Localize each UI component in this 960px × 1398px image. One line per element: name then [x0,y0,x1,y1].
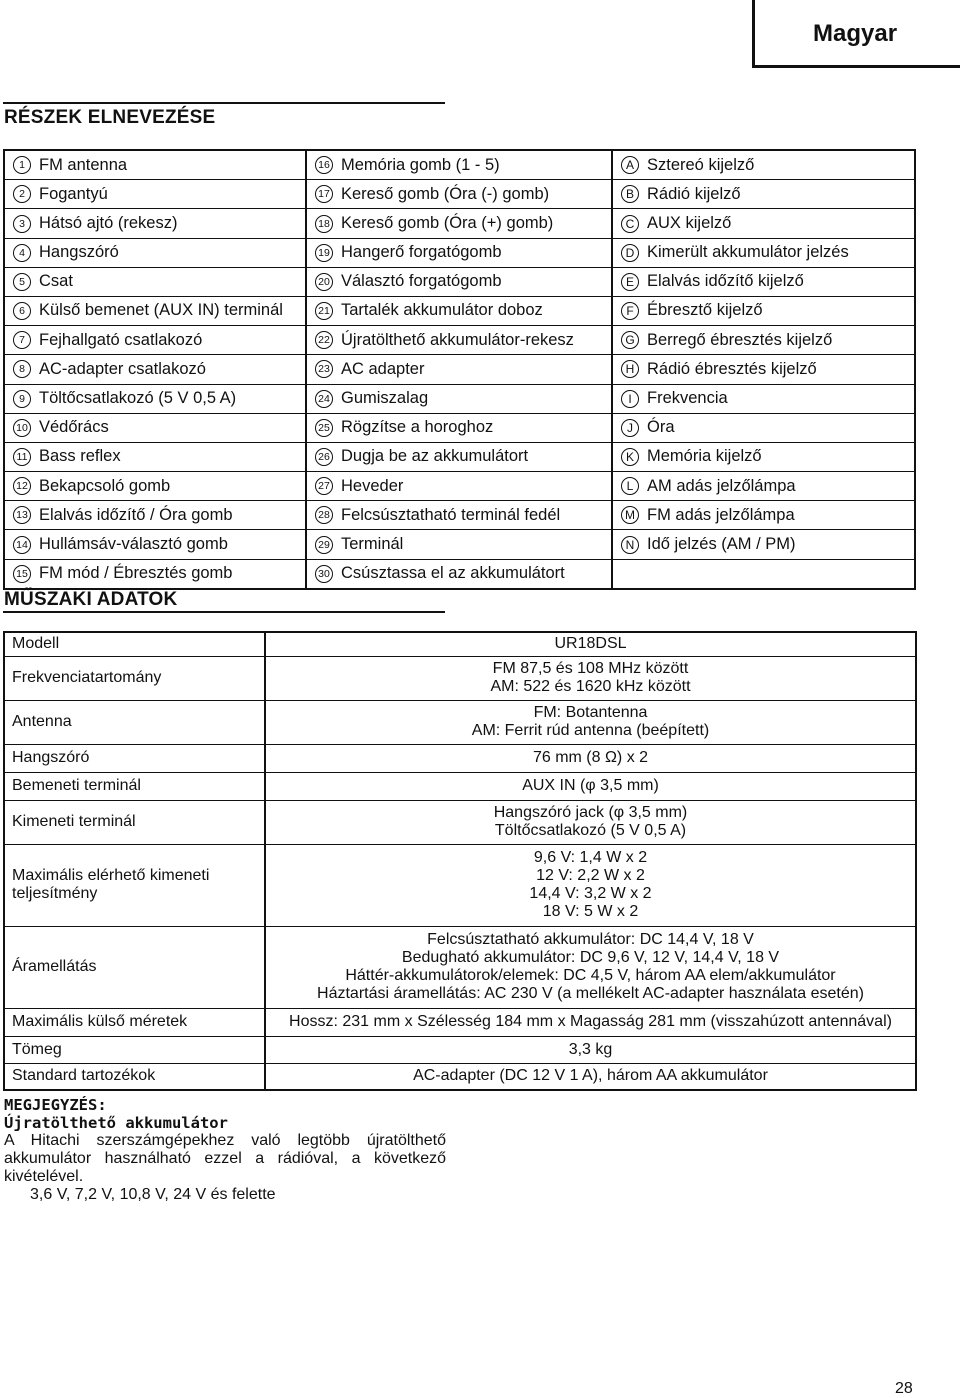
spec-label: Hangszóró [4,744,265,772]
part-name: Bass reflex [39,447,121,466]
part-cell [306,442,612,471]
part-cell [306,326,612,355]
part-cell [306,150,612,180]
part-cell [306,267,612,296]
part-name: Hátsó ajtó (rekesz) [39,214,178,233]
part-cell [4,326,306,355]
part-number-badge: 1 [13,156,31,174]
specs-section-title: MŰSZAKI ADATOK [4,589,178,610]
part-number-badge: E [621,273,639,291]
part-cell [612,559,915,589]
parts-section-title: RÉSZEK ELNEVEZÉSE [4,107,216,128]
part-number-badge: 23 [315,360,333,378]
part-cell [4,150,306,180]
spec-row [4,772,916,800]
parts-row [4,472,915,501]
part-cell [612,355,915,384]
spec-row [4,700,916,744]
part-cell [4,530,306,559]
part-cell [4,472,306,501]
part-name: Újratölthető akkumulátor-rekesz [341,330,574,349]
note-subheading: Újratölthető akkumulátor [4,1114,228,1132]
spec-label: Maximális elérhető kimeneti teljesítmény [4,844,265,926]
part-number-badge: L [621,477,639,495]
part-number-badge: 12 [13,477,31,495]
part-number-badge: 3 [13,215,31,233]
part-cell [306,355,612,384]
part-number-badge: I [621,390,639,408]
spec-value: UR18DSL [265,632,916,656]
spec-label: Kimeneti terminál [4,800,265,844]
part-number-badge: 4 [13,244,31,262]
part-name: Óra [647,418,675,437]
part-name: AUX kijelző [647,214,732,233]
spec-label: Frekvenciatartomány [4,656,265,700]
parts-row [4,150,915,180]
part-name: Hangerő forgatógomb [341,243,502,262]
part-number-badge: 5 [13,273,31,291]
part-number-badge: 18 [315,215,333,233]
part-name: Kereső gomb (Óra (-) gomb) [341,184,550,203]
part-cell [612,150,915,180]
part-number-badge: 6 [13,302,31,320]
part-name: Csúsztassa el az akkumulátort [341,564,565,583]
part-number-badge: 11 [13,448,31,466]
part-number-badge: K [621,448,639,466]
part-number-badge: N [621,536,639,554]
part-name: AC adapter [341,359,425,378]
spec-value: Hossz: 231 mm x Szélesség 184 mm x Magasság 281 mm (visszahúzott antennával) [265,1008,916,1036]
part-cell [4,442,306,471]
part-cell [306,180,612,209]
part-cell [4,413,306,442]
part-number-badge: 19 [315,244,333,262]
spec-label: Bemeneti terminál [4,772,265,800]
spec-label: Maximális külső méretek [4,1008,265,1036]
part-cell [612,238,915,267]
part-number-badge: 29 [315,536,333,554]
part-number-badge: H [621,360,639,378]
part-name: Fejhallgató csatlakozó [39,330,203,349]
part-name: Bekapcsoló gomb [39,476,171,495]
part-name: FM mód / Ébresztés gomb [39,564,233,583]
part-number-badge: 15 [13,565,31,583]
part-name: Tartalék akkumulátor doboz [341,301,543,320]
part-cell [306,530,612,559]
part-cell [612,209,915,238]
part-cell [4,238,306,267]
part-cell [4,296,306,325]
part-name: Felcsúsztatható terminál fedél [341,505,561,524]
part-name: Elalvás időzítő / Óra gomb [39,505,233,524]
part-number-badge: 8 [13,360,31,378]
part-cell [306,296,612,325]
part-name: Védőrács [39,418,109,437]
part-number-badge: D [621,244,639,262]
spec-value: 3,3 kg [265,1036,916,1063]
part-cell [306,559,612,589]
part-name: Kereső gomb (Óra (+) gomb) [341,214,554,233]
part-number-badge: B [621,185,639,203]
spec-value: Felcsúsztatható akkumulátor: DC 14,4 V, 18 V Bedugható akkumulátor: DC 9,6 V, 12 V, 14,4 V, 18 V Háttér-akkumulátorok/elemek: DC 4,5 V, három AA elem/akkumulátor Háztartási áramellátás: AC 230 V (a mellékelt AC-adapter használata esetén) [265,926,916,1008]
part-number-badge: 30 [315,565,333,583]
part-name: Frekvencia [647,389,728,408]
spec-row [4,1008,916,1036]
note-exception: 3,6 V, 7,2 V, 10,8 V, 24 V és felette [30,1186,276,1203]
parts-row [4,267,915,296]
part-number-badge: 25 [315,419,333,437]
part-cell [4,180,306,209]
parts-row [4,209,915,238]
parts-row [4,442,915,471]
spec-value: Hangszóró jack (φ 3,5 mm) Töltőcsatlakozó (5 V 0,5 A) [265,800,916,844]
part-cell [612,413,915,442]
section-rule [3,611,445,613]
part-number-badge: 17 [315,185,333,203]
spec-row [4,656,916,700]
spec-value: 76 mm (8 Ω) x 2 [265,744,916,772]
part-number-badge: 7 [13,331,31,349]
spec-label: Standard tartozékok [4,1063,265,1090]
part-cell [306,209,612,238]
spec-row [4,926,916,1008]
parts-row [4,559,915,589]
part-cell [4,209,306,238]
part-cell [306,413,612,442]
part-number-badge: 14 [13,536,31,554]
part-name: Töltőcsatlakozó (5 V 0,5 A) [39,389,237,408]
note-block [4,1096,446,1204]
part-name: Választó forgatógomb [341,272,502,291]
part-number-badge: 21 [315,302,333,320]
page-number: 28 [895,1380,913,1397]
part-name: Ébresztő kijelző [647,301,763,320]
parts-row [4,238,915,267]
part-cell [612,326,915,355]
spec-value: 9,6 V: 1,4 W x 2 12 V: 2,2 W x 2 14,4 V: 3,2 W x 2 18 V: 5 W x 2 [265,844,916,926]
specs-table [3,631,917,1091]
part-number-badge: 20 [315,273,333,291]
parts-row [4,355,915,384]
part-cell [4,384,306,413]
spec-value: FM: Botantenna AM: Ferrit rúd antenna (beépített) [265,700,916,744]
part-number-badge: A [621,156,639,174]
part-name: Dugja be az akkumulátort [341,447,529,466]
part-name: Rögzítse a horoghoz [341,418,494,437]
part-name: Csat [39,272,73,291]
part-cell [612,501,915,530]
part-name: Rádió kijelző [647,184,741,203]
part-number-badge: 10 [13,419,31,437]
part-cell [612,296,915,325]
part-name: Heveder [341,476,404,495]
part-name: Külső bemenet (AUX IN) terminál [39,301,283,320]
parts-row [4,530,915,559]
part-number-badge: J [621,419,639,437]
part-number-badge: 28 [315,506,333,524]
part-name: Kimerült akkumulátor jelzés [647,243,849,262]
part-name: Hangszóró [39,243,119,262]
parts-row [4,180,915,209]
part-name: Elalvás időzítő kijelző [647,272,804,291]
part-name: Rádió ébresztés kijelző [647,359,817,378]
part-number-badge: 22 [315,331,333,349]
part-name: Idő jelzés (AM / PM) [647,535,796,554]
parts-row [4,501,915,530]
part-number-badge: 9 [13,390,31,408]
note-heading: MEGJEGYZÉS: [4,1096,107,1114]
parts-row [4,413,915,442]
part-number-badge: F [621,302,639,320]
part-number-badge: 27 [315,477,333,495]
spec-value: FM 87,5 és 108 MHz között AM: 522 és 1620 kHz között [265,656,916,700]
spec-label: Modell [4,632,265,656]
parts-row [4,296,915,325]
spec-row [4,800,916,844]
part-name: AC-adapter csatlakozó [39,359,206,378]
part-cell [306,384,612,413]
part-name: Memória gomb (1 - 5) [341,155,500,174]
part-name: Gumiszalag [341,389,429,408]
part-name: Terminál [341,535,404,554]
part-cell [612,472,915,501]
spec-row [4,744,916,772]
parts-row [4,326,915,355]
spec-row [4,844,916,926]
spec-label: Áramellátás [4,926,265,1008]
part-name: FM adás jelzőlámpa [647,505,795,524]
part-number-badge: G [621,331,639,349]
part-cell [306,501,612,530]
part-name: Sztereó kijelző [647,155,755,174]
language-tab [752,0,960,68]
part-cell [306,238,612,267]
spec-value: AUX IN (φ 3,5 mm) [265,772,916,800]
spec-label: Tömeg [4,1036,265,1063]
part-number-badge: 16 [315,156,333,174]
part-cell [612,384,915,413]
part-number-badge: M [621,506,639,524]
parts-table [3,149,916,590]
part-cell [612,180,915,209]
spec-row [4,632,916,656]
spec-row [4,1036,916,1063]
part-cell [612,442,915,471]
part-number-badge: 13 [13,506,31,524]
part-cell [4,501,306,530]
part-cell [612,530,915,559]
section-rule [3,102,445,104]
part-number-badge: C [621,215,639,233]
part-number-badge: 26 [315,448,333,466]
spec-value: AC-adapter (DC 12 V 1 A), három AA akkumulátor [265,1063,916,1090]
part-cell [4,267,306,296]
part-name: Berregő ébresztés kijelző [647,330,833,349]
part-name: Memória kijelző [647,447,762,466]
spec-row [4,1063,916,1090]
part-cell [4,559,306,589]
part-name: AM adás jelzőlámpa [647,476,796,495]
part-name: Fogantyú [39,184,108,203]
part-name: Hullámsáv-választó gomb [39,535,228,554]
note-paragraph: A Hitachi szerszámgépekhez való legtöbb újratölthető akkumulátor használható ezzel a rádióval, a következő kivételével. [4,1132,446,1185]
parts-row [4,384,915,413]
part-number-badge: 2 [13,185,31,203]
part-name: FM antenna [39,155,128,174]
spec-label: Antenna [4,700,265,744]
part-cell [612,267,915,296]
part-cell [306,472,612,501]
language-label: Magyar [813,20,898,47]
part-number-badge: 24 [315,390,333,408]
part-cell [4,355,306,384]
